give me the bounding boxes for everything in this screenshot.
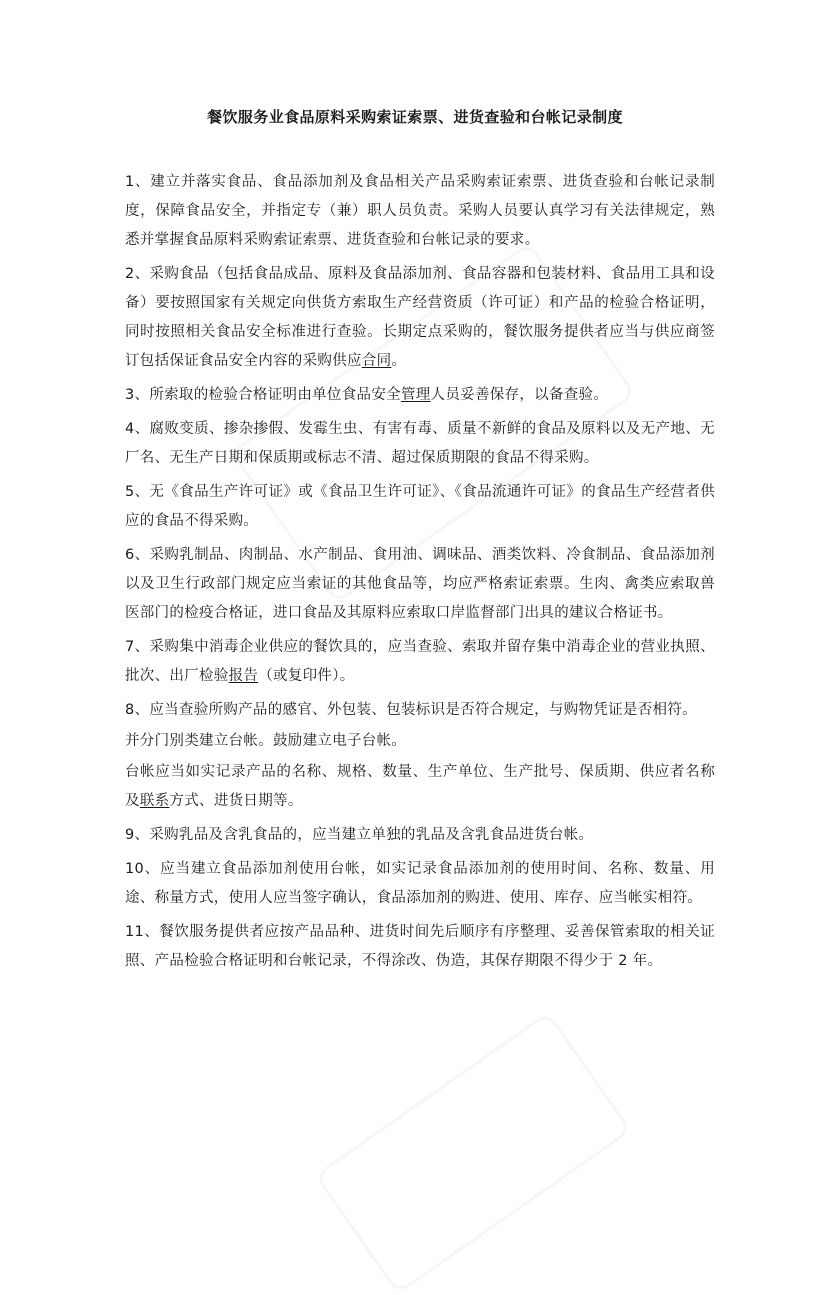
paragraph-5: 5、无《食品生产许可证》或《食品卫生许可证》、《食品流通许可证》的食品生产经营者供应的食品不得采购。 xyxy=(125,484,715,529)
watermark-decoration xyxy=(314,1011,632,1295)
paragraph-6: 6、采购乳制品、肉制品、水产制品、食用油、调味品、酒类饮料、冷食制品、食品添加剂以及卫生行政部门规定应当索证的其他食品等，均应严格索证索票。生肉、禽类应索取兽医部门的检疫合格证，进口食品及其原料应索取口岸监督部门出具的建议合格证书。 xyxy=(125,547,715,621)
paragraph-8: 8、应当查验所购产品的感官、外包装、包装标识是否符合规定，与购物凭证是否相符。 xyxy=(125,702,697,718)
document-title: 餐饮服务业食品原料采购索证索票、进货查验和台帐记录制度 xyxy=(207,108,623,126)
paragraph-1: 1、建立并落实食品、食品添加剂及食品相关产品采购索证索票、进货查验和台帐记录制度，保障食品安全，并指定专（兼）职人员负责。采购人员要认真学习有关法律规定，熟悉并掌握食品原料采购索证索票、进货查验和台帐记录的要求。 xyxy=(125,174,715,248)
paragraph-text: 。 xyxy=(391,353,407,369)
report-link[interactable]: 报告 xyxy=(228,668,259,684)
paragraph-2 xyxy=(125,260,715,376)
paragraph-7 xyxy=(125,633,715,691)
document-body xyxy=(125,168,715,981)
paragraph-3 xyxy=(125,381,715,410)
paragraph-text: 方式、进货日期等。 xyxy=(169,793,303,809)
paragraph-text: 2、采购食品（包括食品成品、原料及食品添加剂、食品容器和包装材料、食品用工具和设备）要按照国家有关规定向供货方索取生产经营资质（许可证）和产品的检验合格证明，同时按照相关食品安全标准进行查验。长期定点采购的，餐饮服务提供者应当与供应商签订包括保证食品安全内容的采购供应 xyxy=(125,266,715,369)
paragraph-4: 4、腐败变质、掺杂掺假、发霉生虫、有害有毒、质量不新鲜的食品及原料以及无产地、无厂名、无生产日期和保质期或标志不清、超过保质期限的食品不得采购。 xyxy=(125,421,715,466)
paragraph-8-continued: 并分门别类建立台帐。鼓励建立电子台帐。 xyxy=(125,733,407,749)
paragraph-text: 7、采购集中消毒企业供应的餐饮具的，应当查验、索取并留存集中消毒企业的营业执照、批次、出厂检验 xyxy=(125,639,715,684)
paragraph-text: 人员妥善保存，以备查验。 xyxy=(430,387,609,403)
management-link[interactable]: 管理 xyxy=(400,387,431,403)
paragraph-8-ledger xyxy=(125,758,715,816)
contract-link[interactable]: 合同 xyxy=(361,353,392,369)
paragraph-text: 3、所索取的检验合格证明由单位食品安全 xyxy=(125,387,401,403)
paragraph-text: （或复印件）。 xyxy=(258,668,355,684)
paragraph-11: 11、餐饮服务提供者应按产品品种、进货时间先后顺序有序整理、妥善保管索取的相关证照、产品检验合格证明和台帐记录，不得涂改、伪造，其保存期限不得少于 2 年。 xyxy=(125,924,715,969)
contact-link[interactable]: 联系 xyxy=(139,793,170,809)
paragraph-9: 9、采购乳品及含乳食品的，应当建立单独的乳品及含乳食品进货台帐。 xyxy=(125,827,594,843)
paragraph-10: 10、应当建立食品添加剂使用台帐，如实记录食品添加剂的使用时间、名称、数量、用途、称量方式，使用人应当签字确认，食品添加剂的购进、使用、库存、应当帐实相符。 xyxy=(125,861,715,906)
paragraph-text: 台帐应当如实记录产品的名称、规格、数量、生产单位、生产批号、保质期、供应者名称及 xyxy=(125,764,715,809)
